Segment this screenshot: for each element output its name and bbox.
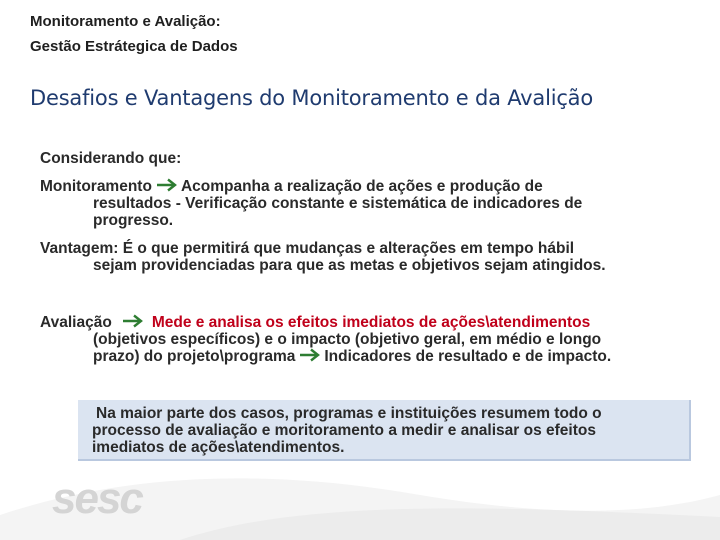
highlight-line-3: imediatos de ações\atendimentos. (92, 439, 345, 456)
evaluation-term: Avaliação (40, 314, 112, 331)
sesc-logo: sesc (52, 474, 142, 523)
header-line-2: Gestão Estrátegica de Dados (30, 38, 238, 55)
monitoring-line-1: Acompanha a realização de ações e produção de (180, 178, 543, 195)
highlight-box (78, 400, 691, 461)
header-line-1: Monitoramento e Avalição: (30, 13, 221, 30)
considering-block (40, 150, 700, 167)
monitoring-term: Monitoramento (40, 178, 152, 195)
considering-label: Considerando que: (40, 150, 182, 167)
advantage-block (40, 240, 700, 274)
evaluation-block (40, 314, 700, 365)
slide-title: Desafios e Vantagens do Monitoramento e da Avalição (30, 86, 594, 110)
evaluation-line-2: (objetivos específicos) e o impacto (objetivo geral, em médio e longo (93, 331, 602, 348)
evaluation-line-1: Mede e analisa os efeitos imediatos de ações\atendimentos (151, 314, 591, 331)
advantage-line-1: Vantagem: É o que permitirá que mudanças e alterações em tempo hábil (40, 240, 575, 257)
highlight-line-2: processo de avaliação e moritoramento a medir e analisar os efeitos (92, 422, 596, 439)
highlight-line-1: Na maior parte dos casos, programas e instituições resumem todo o (96, 405, 602, 422)
right-arrow-icon (122, 314, 144, 328)
evaluation-line-3a: prazo) do projeto\programa (93, 348, 296, 365)
right-arrow-icon (156, 178, 178, 192)
advantage-line-2: sejam providenciadas para que as metas e objetivos sejam atingidos. (93, 257, 606, 274)
right-arrow-icon (299, 348, 321, 362)
monitoring-block (40, 178, 700, 229)
monitoring-line-3: progresso. (93, 212, 174, 229)
monitoring-line-2: resultados - Verificação constante e sistemática de indicadores de (93, 195, 583, 212)
highlight-text (92, 405, 687, 456)
evaluation-line-3b: Indicadores de resultado e de impacto. (324, 348, 612, 365)
